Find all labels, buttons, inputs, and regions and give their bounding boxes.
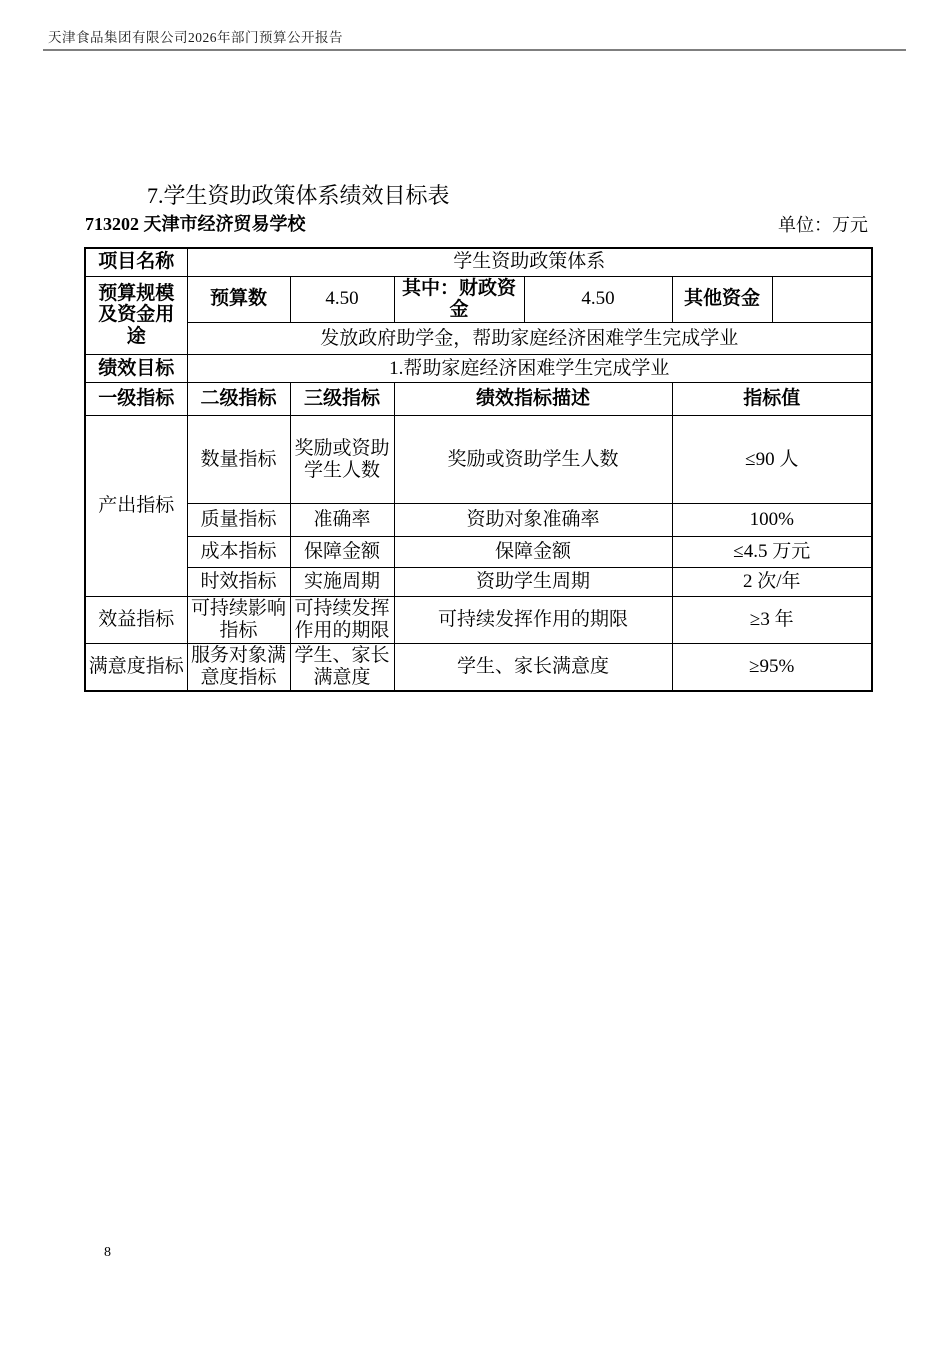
performance-goal-label: 绩效目标 bbox=[85, 355, 187, 383]
cell-level2: 可持续影响指标 bbox=[187, 597, 290, 644]
header-level2: 二级指标 bbox=[187, 383, 290, 416]
cell-target-value: ≥3 年 bbox=[672, 597, 872, 644]
cell-description: 资助对象准确率 bbox=[394, 504, 672, 537]
cell-target-value: ≤4.5 万元 bbox=[672, 537, 872, 568]
other-fund-label: 其他资金 bbox=[672, 276, 772, 323]
page-number: 8 bbox=[104, 1245, 111, 1260]
budget-usage-value: 发放政府助学金，帮助家庭经济困难学生完成学业 bbox=[187, 323, 872, 355]
indicator-row-satisfaction bbox=[85, 643, 872, 690]
budget-scope-label: 预算规模及资金用途 bbox=[85, 276, 187, 355]
document-header-text: 天津食品集团有限公司2026年部门预算公开报告 bbox=[48, 30, 343, 45]
performance-target-table bbox=[84, 247, 873, 692]
cell-target-value: ≥95% bbox=[672, 643, 872, 690]
other-fund-value bbox=[772, 276, 872, 323]
cell-level1-output: 产出指标 bbox=[85, 416, 187, 597]
section-title: 7.学生资助政策体系绩效目标表 bbox=[147, 183, 450, 208]
budget-usage-row bbox=[85, 323, 872, 355]
cell-target-value: 100% bbox=[672, 504, 872, 537]
cell-level3: 保障金额 bbox=[290, 537, 394, 568]
indicator-row-quantity bbox=[85, 416, 872, 504]
indicator-row-benefit bbox=[85, 597, 872, 644]
indicator-row-cost bbox=[85, 537, 872, 568]
performance-goal-value: 1.帮助家庭经济困难学生完成学业 bbox=[187, 355, 872, 383]
cell-target-value: 2 次/年 bbox=[672, 568, 872, 597]
budget-amount-label: 预算数 bbox=[187, 276, 290, 323]
cell-description: 奖励或资助学生人数 bbox=[394, 416, 672, 504]
header-target-value: 指标值 bbox=[672, 383, 872, 416]
indicator-row-timeliness bbox=[85, 568, 872, 597]
budget-amount-value: 4.50 bbox=[290, 276, 394, 323]
cell-level2: 时效指标 bbox=[187, 568, 290, 597]
cell-level3: 准确率 bbox=[290, 504, 394, 537]
fiscal-fund-label: 其中：财政资金 bbox=[394, 276, 524, 323]
budget-amount-row bbox=[85, 276, 872, 323]
unit-label: 单位：万元 bbox=[778, 215, 868, 235]
header-level1: 一级指标 bbox=[85, 383, 187, 416]
fiscal-fund-value: 4.50 bbox=[524, 276, 672, 323]
cell-level3: 奖励或资助学生人数 bbox=[290, 416, 394, 504]
cell-description: 保障金额 bbox=[394, 537, 672, 568]
performance-goal-row bbox=[85, 355, 872, 383]
cell-level2: 服务对象满意度指标 bbox=[187, 643, 290, 690]
indicator-header-row bbox=[85, 383, 872, 416]
cell-description: 可持续发挥作用的期限 bbox=[394, 597, 672, 644]
indicator-row-quality bbox=[85, 504, 872, 537]
project-name-label: 项目名称 bbox=[85, 248, 187, 276]
cell-description: 资助学生周期 bbox=[394, 568, 672, 597]
cell-level1-satisfaction: 满意度指标 bbox=[85, 643, 187, 690]
cell-level3: 实施周期 bbox=[290, 568, 394, 597]
cell-level3: 可持续发挥作用的期限 bbox=[290, 597, 394, 644]
cell-level3: 学生、家长满意度 bbox=[290, 643, 394, 690]
school-code-heading: 713202 天津市经济贸易学校 bbox=[85, 214, 306, 234]
cell-level2: 质量指标 bbox=[187, 504, 290, 537]
project-name-value: 学生资助政策体系 bbox=[187, 248, 872, 276]
cell-level1-benefit: 效益指标 bbox=[85, 597, 187, 644]
cell-description: 学生、家长满意度 bbox=[394, 643, 672, 690]
header-level3: 三级指标 bbox=[290, 383, 394, 416]
cell-level2: 成本指标 bbox=[187, 537, 290, 568]
cell-level2: 数量指标 bbox=[187, 416, 290, 504]
header-rule bbox=[43, 49, 906, 51]
header-description: 绩效指标描述 bbox=[394, 383, 672, 416]
project-name-row bbox=[85, 248, 872, 276]
cell-target-value: ≤90 人 bbox=[672, 416, 872, 504]
